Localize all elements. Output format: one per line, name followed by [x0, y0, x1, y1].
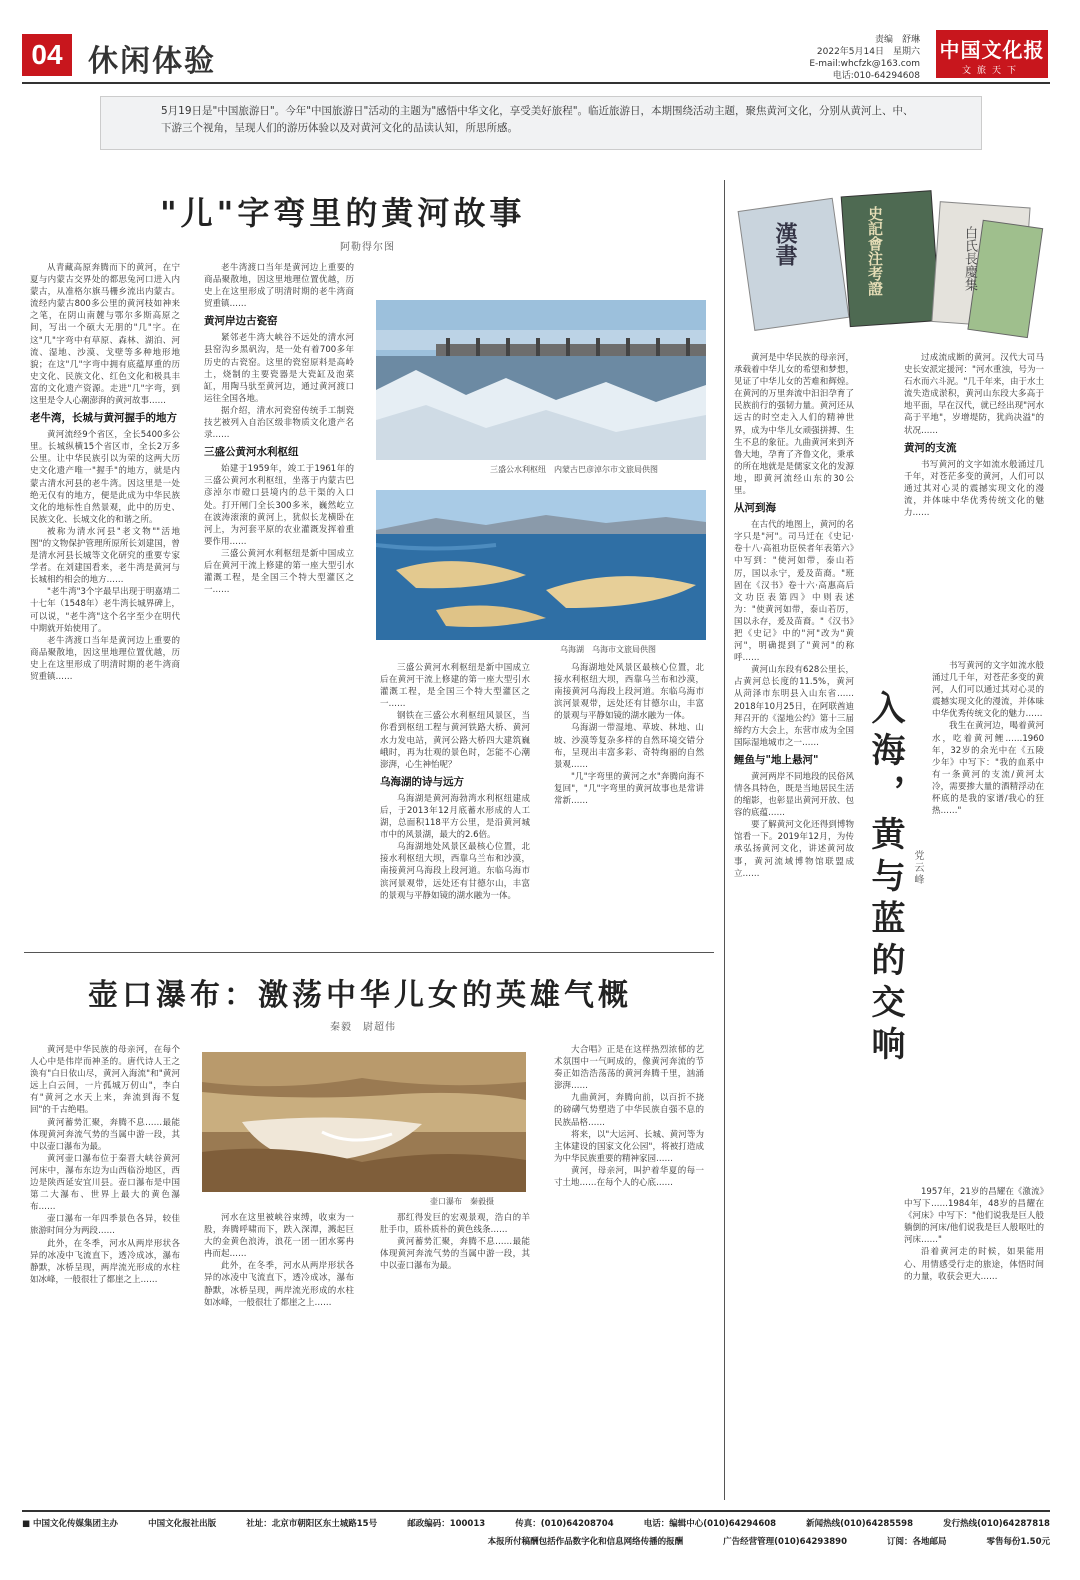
- paragraph: 黄河是中华民族的母亲河，在每个人心中是伟岸而神圣的。唐代诗人王之涣有"白日依山尽，黄河入海流"和"黄河远上白云间，一片孤城万仞山"，李白有"黄河之水天上来，奔流到海不复回"的千古绝唱。: [30, 1045, 180, 1116]
- paragraph: 乌海湖一带湿地、草坡、林地、山坡、沙漠等复杂多样的自然环境交错分布，呈现出丰富多彩、奇特绚丽的自然景观……: [554, 723, 704, 770]
- footer-rule: [22, 1510, 1050, 1512]
- paragraph: "几"字弯里的黄河之水"奔腾向海不复回"，"几"字弯里的黄河故事也是常讲常新……: [554, 771, 704, 807]
- intro-text: 5月19日是"中国旅游日"。今年"中国旅游日"活动的主题为"感悟中华文化，享受美好旅程"。临近旅游日，本期围绕活动主题，聚焦黄河文化，分别从黄河上、中、下游三个视角，呈现人们的游历体验以及对黄河文化的品读认知，所思所感。: [161, 105, 914, 134]
- paragraph: 老牛湾渡口当年是黄河边上重要的商品聚散地，因这里地理位置优越，历史上在这里形成了明清时期的老牛湾商贸重镇……: [30, 635, 180, 682]
- logo-subtitle: 文旅天下: [961, 66, 1022, 76]
- email: E-mail:whcfzk@163.com: [809, 59, 920, 69]
- subheading: 乌海湖的诗与远方: [380, 775, 464, 788]
- footer-line1: [22, 1514, 1050, 1532]
- footer-item: 传真：(010)64208704: [515, 1519, 614, 1529]
- photo-hukou-waterfall: [202, 1052, 526, 1192]
- article3-col4: [554, 1044, 704, 1500]
- paragraph: 此外，在冬季，河水从两岸形状各异的冰凌中飞流直下，透冷成冰，瀑布静默，冰桥呈现，两岸流光形成的水柱如冰峰，一般很壮了都崖之上……: [30, 1238, 180, 1285]
- photo-caption: 乌海湖 乌海市文旅局供图: [560, 645, 656, 654]
- article1-title: "儿"字弯里的黄河故事: [160, 194, 526, 232]
- header-rule: [22, 82, 1050, 84]
- newspaper-logo: [936, 30, 1048, 78]
- paragraph: "老牛湾"3个字最早出现于明嘉靖二十七年（1548年）老牛湾长城界碑上，可以说，"老牛湾"这个名字至少在明代中期就开始使用了。: [30, 587, 180, 634]
- article2-col1: [734, 352, 854, 1502]
- article1-col4: [554, 662, 704, 942]
- subheading: 老牛湾，长城与黄河握手的地方: [30, 412, 177, 425]
- paragraph: 书写黄河的文字如流水般涌过几千年，对苍茫多变的黄河，人们可以通过其对心灵的震撼实现文化的漫流，并体味中华优秀传统文化的魅力……: [904, 459, 1044, 519]
- paragraph: 乌海湖地处风景区最核心位置，北接水利枢纽大坝，西靠乌兰布和沙漠，南接黄河乌海段上段河道。东临乌海市滨河景观带，远处还有甘德尔山，丰富的景观与平静如镜的湖水融为一体。: [380, 842, 530, 901]
- footer-item: 中国文化报社出版: [148, 1519, 217, 1529]
- article2-col3: [932, 660, 1044, 1180]
- footer-item: 零售每份1.50元: [986, 1537, 1050, 1547]
- date: 2022年5月14日 星期六: [816, 47, 920, 57]
- paragraph: 乌海湖是黄河海勃湾水利枢纽建成后，于2013年12月底蓄水形成的人工湖，总面积118平方公里，是沿黄河城市中的风景湖，最大的2.6倍。: [380, 793, 530, 841]
- phone: 电话:010-64294608: [832, 71, 920, 81]
- paragraph: 那红得发巨的宏观景观，浩白的羊肚手巾，质朴质朴的黄色线条……: [380, 1213, 530, 1236]
- paragraph: 我生在黄河边，喝着黄河水，吃着黄河鲤……1960年，32岁的余光中在《五陵少年》中写下："我的血系中有一条黄河的支流/黄河太冷，需要掺大量的酒精浮动在杯底的是我的家谱/我心的狂热……": [932, 721, 1044, 817]
- column-divider: [724, 180, 725, 1500]
- paragraph: 老牛湾渡口当年是黄河边上重要的商品聚散地，因这里地理位置优越，历史上在这里形成了明清时期的老牛湾商贸重镇……: [204, 263, 354, 310]
- article3-col3: [380, 1212, 530, 1500]
- paragraph: 黄河，母亲河，叫护着华夏的每一寸土地……在每个人的心底……: [554, 1165, 704, 1189]
- paragraph: 书写黄河的文字如流水般涌过几千年，对苍茫多变的黄河，人们可以通过其对心灵的震撼实现文化的漫流，并体味中华优秀传统文化的魅力……: [932, 661, 1044, 720]
- intro-box: [100, 96, 982, 150]
- paragraph: 黄河是中华民族的母亲河，承载着中华儿女的希望和梦想，见证了中华儿女的苦难和辉煌。在黄河的万里奔流中汩汩孕育了民族前行的强韧力量。黄河还从远古的时空走入人们的精神世界，成为中华儿女顽强拼搏、生生不息的象征。九曲黄河来到齐鲁大地，孕育了齐鲁文化，秉承的所在地就是是儒家文化的发源地，即黄河流经山东的30公里。: [734, 353, 854, 497]
- page-number: 04: [22, 34, 72, 76]
- article2-author: 党云峰: [912, 850, 923, 886]
- paragraph: 将来，以"大运河、长城、黄河等为主体建设的国家文化公园"，将被打造成为中华民族重要的精神家园……: [554, 1129, 704, 1164]
- paragraph: 过成流成断的黄河。汉代大司马史长安派定援河："河水重浊，号为一石水而六斗泥。"几千年来，由于水土流失造成淤积，黄河山东段大多高于地平面，早在汉代，就已经出现"河水高于平地"，岁增堤防，犹尚决溢"的状况……: [904, 353, 1044, 436]
- paragraph: 黄河两岸不同地段的民俗风情各具特色，既是当地居民生活的缩影，也彰显出黄河开放、包容的底蕴……: [734, 771, 854, 819]
- subheading: 鲤鱼与"地上悬河": [734, 753, 819, 766]
- article1-col1: [30, 262, 180, 942]
- editor: 责编 舒琳: [874, 35, 920, 45]
- paragraph: 三盛公黄河水利枢纽是新中国成立后在黄河干流上修建的第一座大型引水灌溉工程，是全国三个特大型灌区之一……: [204, 548, 354, 596]
- section-title: 休闲体验: [88, 44, 216, 79]
- book-title: 漢書: [772, 222, 798, 266]
- photo-caption: 三盛公水利枢纽 内蒙古巴彦淖尔市文旅局供图: [490, 465, 658, 474]
- footer-item: 订阅：各地邮局: [887, 1537, 947, 1547]
- paragraph: 三盛公黄河水利枢纽是新中国成立后在黄河干流上修建的第一座大型引水灌溉工程，是全国三个特大型灌区之一……: [380, 663, 530, 710]
- footer-item: 新闻热线(010)64285598: [806, 1519, 913, 1529]
- paragraph: 黄河蓄势汇聚，奔腾不息……最能体现黄河奔流气势的当属中游一段，其中以壶口瀑布为最。: [380, 1237, 530, 1272]
- paragraph: 黄河壶口瀑布位于秦晋大峡谷黄河河床中，瀑布东边为山西临汾地区，西边是陕西延安宜川县。壶口瀑布是中国第二大瀑布、世界上最大的黄色瀑布……: [30, 1153, 180, 1213]
- paragraph: 黄河山东段有628公里长，占黄河总长度的11.5%，黄河从菏泽市东明县入山东省……2018年10月25日，在阿联酋迪拜召开的《湿地公约》第十三届缔约方大会上，东营市成为全国国际湿地城市之一……: [734, 665, 854, 748]
- paragraph: 1957年，21岁的昌耀在《激流》中写下……1984年，48岁的昌耀在《河床》中写下："他们说我是巨人般躺倒的河床/他们说我是巨人般呕吐的河床……": [904, 1187, 1044, 1246]
- divider: [24, 952, 714, 953]
- article3-col2: [204, 1212, 354, 1500]
- footer-item: 邮政编码：100013: [407, 1519, 486, 1529]
- article1-col3: [380, 662, 530, 942]
- footer-item: 电话：编辑中心(010)64294608: [643, 1519, 777, 1529]
- article1-author: 阿勒得尔图: [340, 242, 395, 253]
- logo-title: 中国文化报: [939, 38, 1045, 62]
- paragraph: 此外，在冬季，河水从两岸形状各异的冰凌中飞流直下，透冷成冰，瀑布静默，冰桥呈现，两岸流光形成的水柱如冰峰，一般很壮了都崖之上……: [204, 1261, 354, 1308]
- photo-wuhai-lake: [376, 490, 706, 640]
- paragraph: 大合唱》正是在这样热烈浓郁的艺术氛围中一气呵成的，像黄河奔流的节奏正如浩浩荡荡的黄河奔腾千里，汹涌澎湃……: [554, 1045, 704, 1092]
- paragraph: 紧邻老牛湾大峡谷不远处的清水河县窑沟乡黑矾沟，是一处有着700多年历史的古瓷窑。这里的瓷窑原料是高岭土，烧制的主要瓷器是大瓷缸及泡菜缸，用陶马驮至黄河边，通过黄河渡口运往全国各地。: [204, 333, 354, 404]
- article2-col4: [904, 1186, 1044, 1500]
- article2-col2: [904, 352, 1044, 652]
- paragraph: 黄河流经9个省区，全长5400多公里。长城纵横15个省区市，全长2万多公里。让中华民族引以为荣的这两大历史文化遗产唯一"握手"的地方，就是内蒙古清水河县的老牛湾。因这里是一处绝无仅有的地方，便是此成为中华民族文化的地标性自然景观，此中的历史、民族文化、长城文化的和谐之所。: [30, 430, 180, 525]
- book-title: 白氏長慶集: [962, 226, 977, 291]
- footer-line2: [22, 1533, 1050, 1549]
- book-title: 史記會注考證: [866, 206, 884, 296]
- paragraph: 被称为清水河县"老文物""活地图"的文物保护管理所原所长刘建国，曾是清水河县长城等文化研究的重要专家学者。在刘建国看来，老牛湾是黄河与长城相约相会的地方……: [30, 526, 180, 586]
- article3-title: 壶口瀑布：激荡中华儿女的英雄气概: [88, 978, 632, 1013]
- paragraph: 壶口瀑布一年四季景色各异，较佳旅游时间分为两段……: [30, 1214, 180, 1237]
- subheading: 黄河岸边古瓷窑: [204, 315, 278, 328]
- paragraph: 在古代的地图上，黄河的名字只是"河"。司马迁在《史记·卷十八·高祖功臣侯者年表第六》中写到："使河如带，泰山若厉，国以永宁，爰及苗裔。"班固在《汉书》卷十六·高惠高后文功臣表第四》中则表述为："使黄河如带，泰山若厉，国以永存，爰及苗裔。"《汉书》把《史记》中的"河"改为"黄河"，明确提到了"黄河"的称呼……: [734, 520, 854, 664]
- paragraph: 河水在这里被峡谷束缚，收束为一股，奔腾呼啸而下，跌入深潭，溅起巨大的金黄色浪涛，浪花一团一团水雾冉冉而起……: [204, 1213, 354, 1260]
- paragraph: 始建于1959年，竣工于1961年的三盛公黄河水利枢纽，坐落于内蒙古巴彦淖尔市磴口县境内的总干渠的入口处。打开闸门全长300多米，巍然屹立在波涛滚滚的黄河上，犹似长龙横卧在河上，为河套平原的农业灌溉发挥着重要作用……: [204, 464, 354, 547]
- article3-author: 秦毅 尉超伟: [330, 1022, 396, 1033]
- article1-col2: [204, 262, 354, 942]
- page-meta: [800, 34, 920, 82]
- footer-item: 本报所付稿酬包括作品数字化和信息网络传播的报酬: [487, 1537, 684, 1547]
- photo-caption: 壶口瀑布 秦毅摄: [430, 1197, 494, 1206]
- subheading: 黄河的支流: [904, 441, 957, 454]
- paragraph: 从青藏高原奔腾而下的黄河，在宁夏与内蒙古交界处的都思兔河口进入内蒙古，从准格尔旗马栅乡流出内蒙古。流经内蒙古800多公里的黄河枝如神来之笔，在阴山南麓与鄂尔多斯高原之间，写出一个硕大无朋的"几"字。在这"几"字弯中有草原、森林、湖泊、河流、湿地、沙漠、戈壁等多种地形地貌；在这"几"字弯中拥有底蕴厚重的历史文化、民族文化、红色文化和极具丰富的文化遗产资源。走进"几"字弯，到这里是令人心潮澎湃的黄河故事……: [30, 263, 180, 407]
- subheading: 从河到海: [734, 502, 776, 515]
- paragraph: 据介绍，清水河瓷窑传统手工制瓷技艺被列入自治区级非物质文化遗产名录……: [204, 405, 354, 441]
- paragraph: 沿着黄河走的时候，如果能用心、用情感受行走的旅途，体悟时间的力量，收获会更大……: [904, 1247, 1044, 1282]
- paragraph: 要了解黄河文化还得到博物馆看一下。2019年12月，为传承弘扬黄河文化，讲述黄河故事，黄河流域博物馆联盟成立……: [734, 820, 854, 879]
- footer-item: ■ 中国文化传媒集团主办: [22, 1519, 118, 1529]
- footer-item: 社址：北京市朝阳区东土城路15号: [246, 1519, 378, 1529]
- subheading: 三盛公黄河水利枢纽: [204, 446, 299, 459]
- photo-sanshenggong: [376, 300, 706, 460]
- footer-item: 发行热线(010)64287818: [943, 1519, 1050, 1529]
- article3-col1: [30, 1044, 180, 1500]
- paragraph: 黄河蓄势汇聚，奔腾不息……最能体现黄河奔流气势的当属中游一段，其中以壶口瀑布为最。: [30, 1117, 180, 1152]
- paragraph: 乌海湖地处风景区最核心位置，北接水利枢纽大坝，西靠乌兰布和沙漠，南接黄河乌海段上段河道。东临乌海市滨河景观带，远处还有甘德尔山，丰富的景观与平静如镜的湖水融为一体。: [554, 663, 704, 722]
- paragraph: 钢铁在三盛公水利枢纽风景区，当你看到枢纽工程与黄河铁路大桥、黄河水力发电站，黄河公路大桥四大建筑巍峨时，再为壮观的景色时，怎能不心潮澎湃，心生神怡呢？: [380, 711, 530, 770]
- footer-item: 广告经营管理(010)64293890: [723, 1537, 847, 1547]
- article2-title: 入海，黄与蓝的交响: [865, 690, 905, 1068]
- paragraph: 九曲黄河，奔腾向前，以百折不挠的磅礴气势塑造了中华民族自强不息的民族品格……: [554, 1093, 704, 1128]
